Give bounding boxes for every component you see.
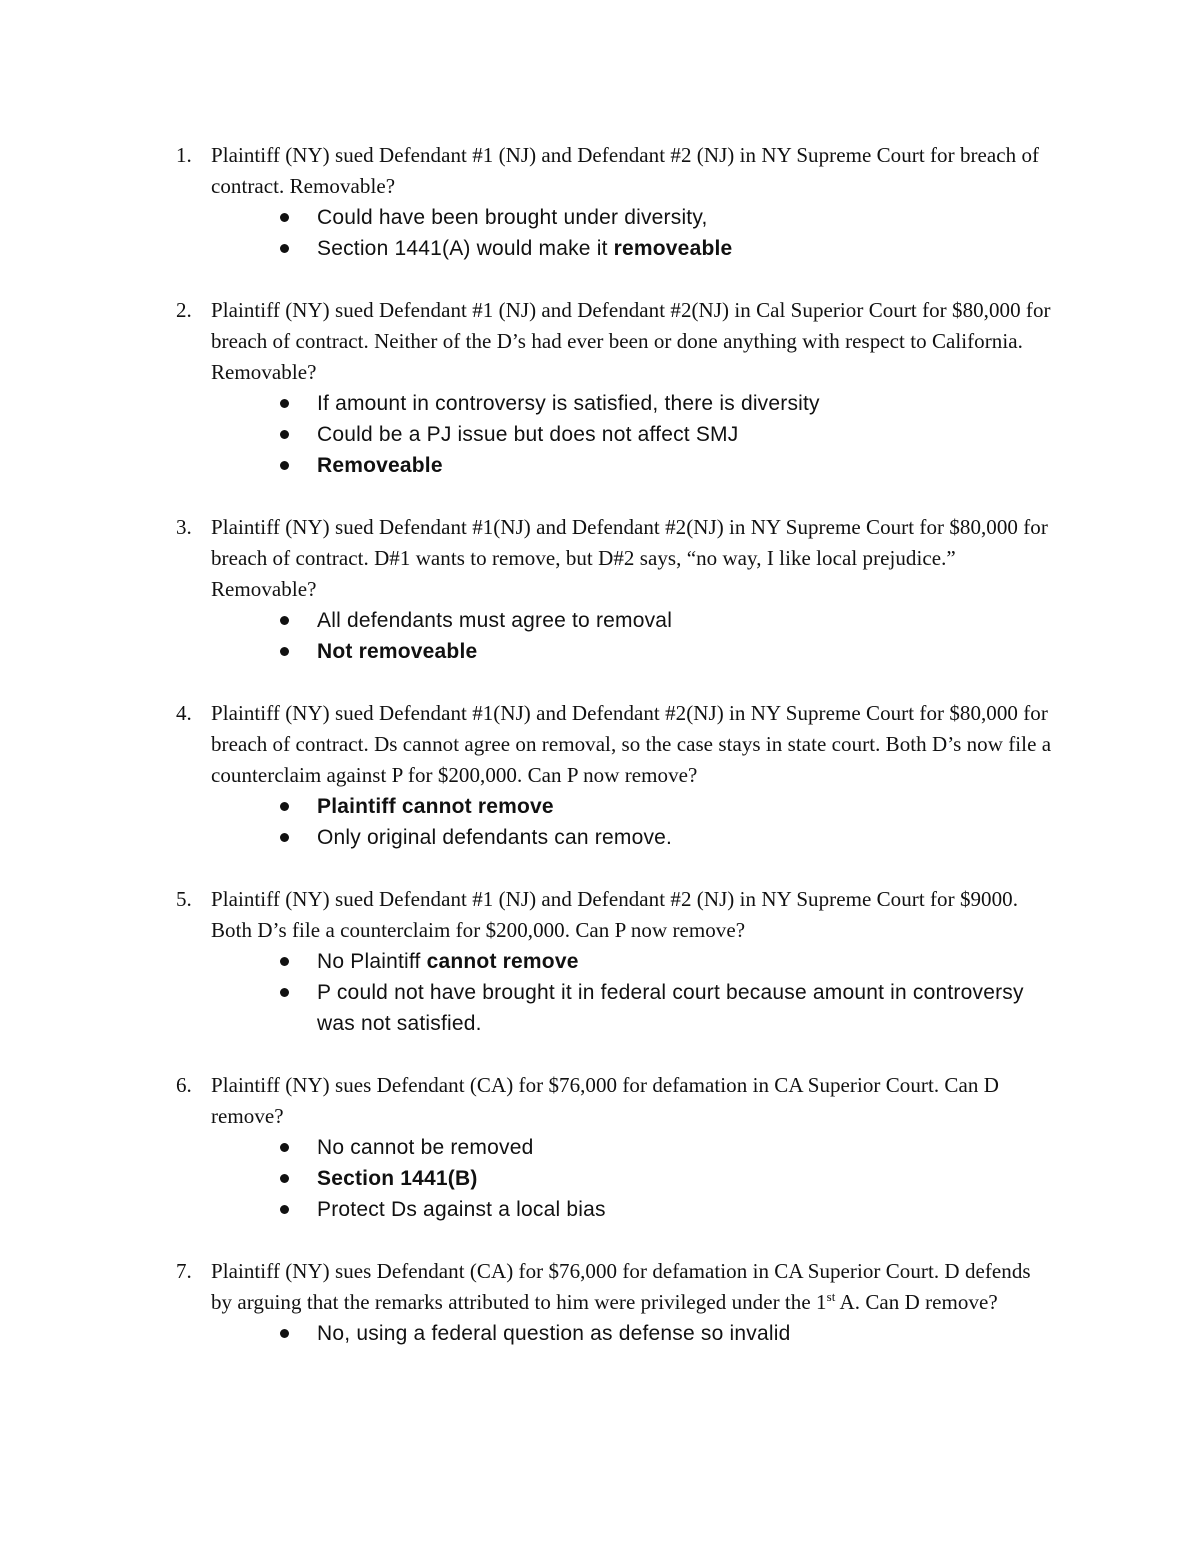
answer-text: P could not have brought it in federal court because amount in controversy was not satisfied. <box>317 981 1024 1035</box>
answer-item <box>317 1132 1056 1163</box>
bullet-icon <box>280 461 289 470</box>
bullet-icon <box>280 399 289 408</box>
question-number: 7. <box>176 1259 192 1283</box>
question-text <box>211 698 1056 853</box>
question-text <box>211 295 1056 481</box>
answer-text-bold: Plaintiff cannot remove <box>317 795 554 818</box>
question-item <box>176 884 1056 1039</box>
answer-item <box>317 977 1056 1039</box>
bullet-icon <box>280 833 289 842</box>
question-text-main: Plaintiff (NY) sued Defendant #1(NJ) and Defendant #2(NJ) in NY Supreme Court for $80,000 for breach of contract. Ds cannot agree on removal, so the case stays in state court. Both D’s now file a counterclaim against P for $200,000. Can P now remove? <box>211 701 1052 787</box>
answer-item <box>317 1163 1056 1194</box>
answer-item <box>317 791 1056 822</box>
bullet-icon <box>280 213 289 222</box>
question-item <box>176 698 1056 853</box>
question-text-tail: A. Can D remove? <box>835 1290 998 1314</box>
bullet-icon <box>280 1205 289 1214</box>
bullet-icon <box>280 616 289 625</box>
answer-text: Protect Ds against a local bias <box>317 1198 606 1221</box>
answer-text: Section 1441(A) would make it <box>317 237 614 260</box>
bullet-icon <box>280 244 289 253</box>
answer-item <box>317 419 1056 450</box>
question-item <box>176 1256 1056 1349</box>
question-text <box>211 884 1056 1039</box>
answer-item <box>317 388 1056 419</box>
bullet-icon <box>280 957 289 966</box>
question-text <box>211 1070 1056 1225</box>
answer-text-bold: cannot remove <box>426 950 579 973</box>
answer-text: No, using a federal question as defense so invalid <box>317 1322 791 1345</box>
question-number: 5. <box>176 887 192 911</box>
answer-list <box>211 1132 1056 1225</box>
answer-text-bold: removeable <box>613 237 733 260</box>
answer-list <box>211 388 1056 481</box>
bullet-icon <box>280 988 289 997</box>
question-text-superscript: st <box>826 1289 836 1304</box>
answer-text-bold: Section 1441(B) <box>317 1167 478 1190</box>
answer-list <box>211 946 1056 1039</box>
bullet-icon <box>280 1329 289 1338</box>
answer-text: No cannot be removed <box>317 1136 534 1159</box>
answer-list <box>211 1318 1056 1349</box>
answer-item <box>317 1318 1056 1349</box>
question-item <box>176 295 1056 481</box>
question-text-main: Plaintiff (NY) sues Defendant (CA) for $76,000 for defamation in CA Superior Court. D defends by arguing that the remarks attributed to him were privileged under the 1 <box>211 1259 1031 1314</box>
question-item <box>176 512 1056 667</box>
question-text-main: Plaintiff (NY) sued Defendant #1(NJ) and Defendant #2(NJ) in NY Supreme Court for $80,000 for breach of contract. D#1 wants to remove, but D#2 says, “no way, I like local prejudice.” Removable? <box>211 515 1048 601</box>
question-text <box>211 512 1056 667</box>
answer-list <box>211 202 1056 264</box>
question-list <box>176 140 1056 1380</box>
question-number: 3. <box>176 515 192 539</box>
answer-text-bold: Not removeable <box>317 640 478 663</box>
answer-item <box>317 946 1056 977</box>
question-number: 2. <box>176 298 192 322</box>
bullet-icon <box>280 430 289 439</box>
answer-text-bold: Removeable <box>317 454 443 477</box>
answer-item <box>317 1194 1056 1225</box>
answer-list <box>211 791 1056 853</box>
answer-item <box>317 202 1056 233</box>
question-text-main: Plaintiff (NY) sued Defendant #1 (NJ) and Defendant #2(NJ) in Cal Superior Court for $80,000 for breach of contract. Neither of the D’s had ever been or done anything with respect to California. Removable? <box>211 298 1051 384</box>
question-text-main: Plaintiff (NY) sued Defendant #1 (NJ) and Defendant #2 (NJ) in NY Supreme Court for $9000. Both D’s file a counterclaim for $200,000. Can P now remove? <box>211 887 1018 942</box>
bullet-icon <box>280 1143 289 1152</box>
answer-item <box>317 605 1056 636</box>
answer-item <box>317 233 1056 264</box>
question-item <box>176 140 1056 264</box>
question-text-main: Plaintiff (NY) sues Defendant (CA) for $76,000 for defamation in CA Superior Court. Can D remove? <box>211 1073 999 1128</box>
question-text <box>211 140 1056 264</box>
question-text-main: Plaintiff (NY) sued Defendant #1 (NJ) and Defendant #2 (NJ) in NY Supreme Court for breach of contract. Removable? <box>211 143 1040 198</box>
answer-text: All defendants must agree to removal <box>317 609 673 632</box>
answer-text: Could have been brought under diversity, <box>317 206 708 229</box>
question-number: 1. <box>176 143 192 167</box>
bullet-icon <box>280 802 289 811</box>
answer-text: Could be a PJ issue but does not affect SMJ <box>317 423 739 446</box>
bullet-icon <box>280 647 289 656</box>
answer-text: Only original defendants can remove. <box>317 826 673 849</box>
question-item <box>176 1070 1056 1225</box>
answer-text: If amount in controversy is satisfied, there is diversity <box>317 392 820 415</box>
answer-item <box>317 822 1056 853</box>
question-number: 4. <box>176 701 192 725</box>
answer-item <box>317 450 1056 481</box>
question-text <box>211 1256 1056 1349</box>
answer-text: No Plaintiff <box>317 950 427 973</box>
bullet-icon <box>280 1174 289 1183</box>
answer-list <box>211 605 1056 667</box>
question-number: 6. <box>176 1073 192 1097</box>
answer-item <box>317 636 1056 667</box>
